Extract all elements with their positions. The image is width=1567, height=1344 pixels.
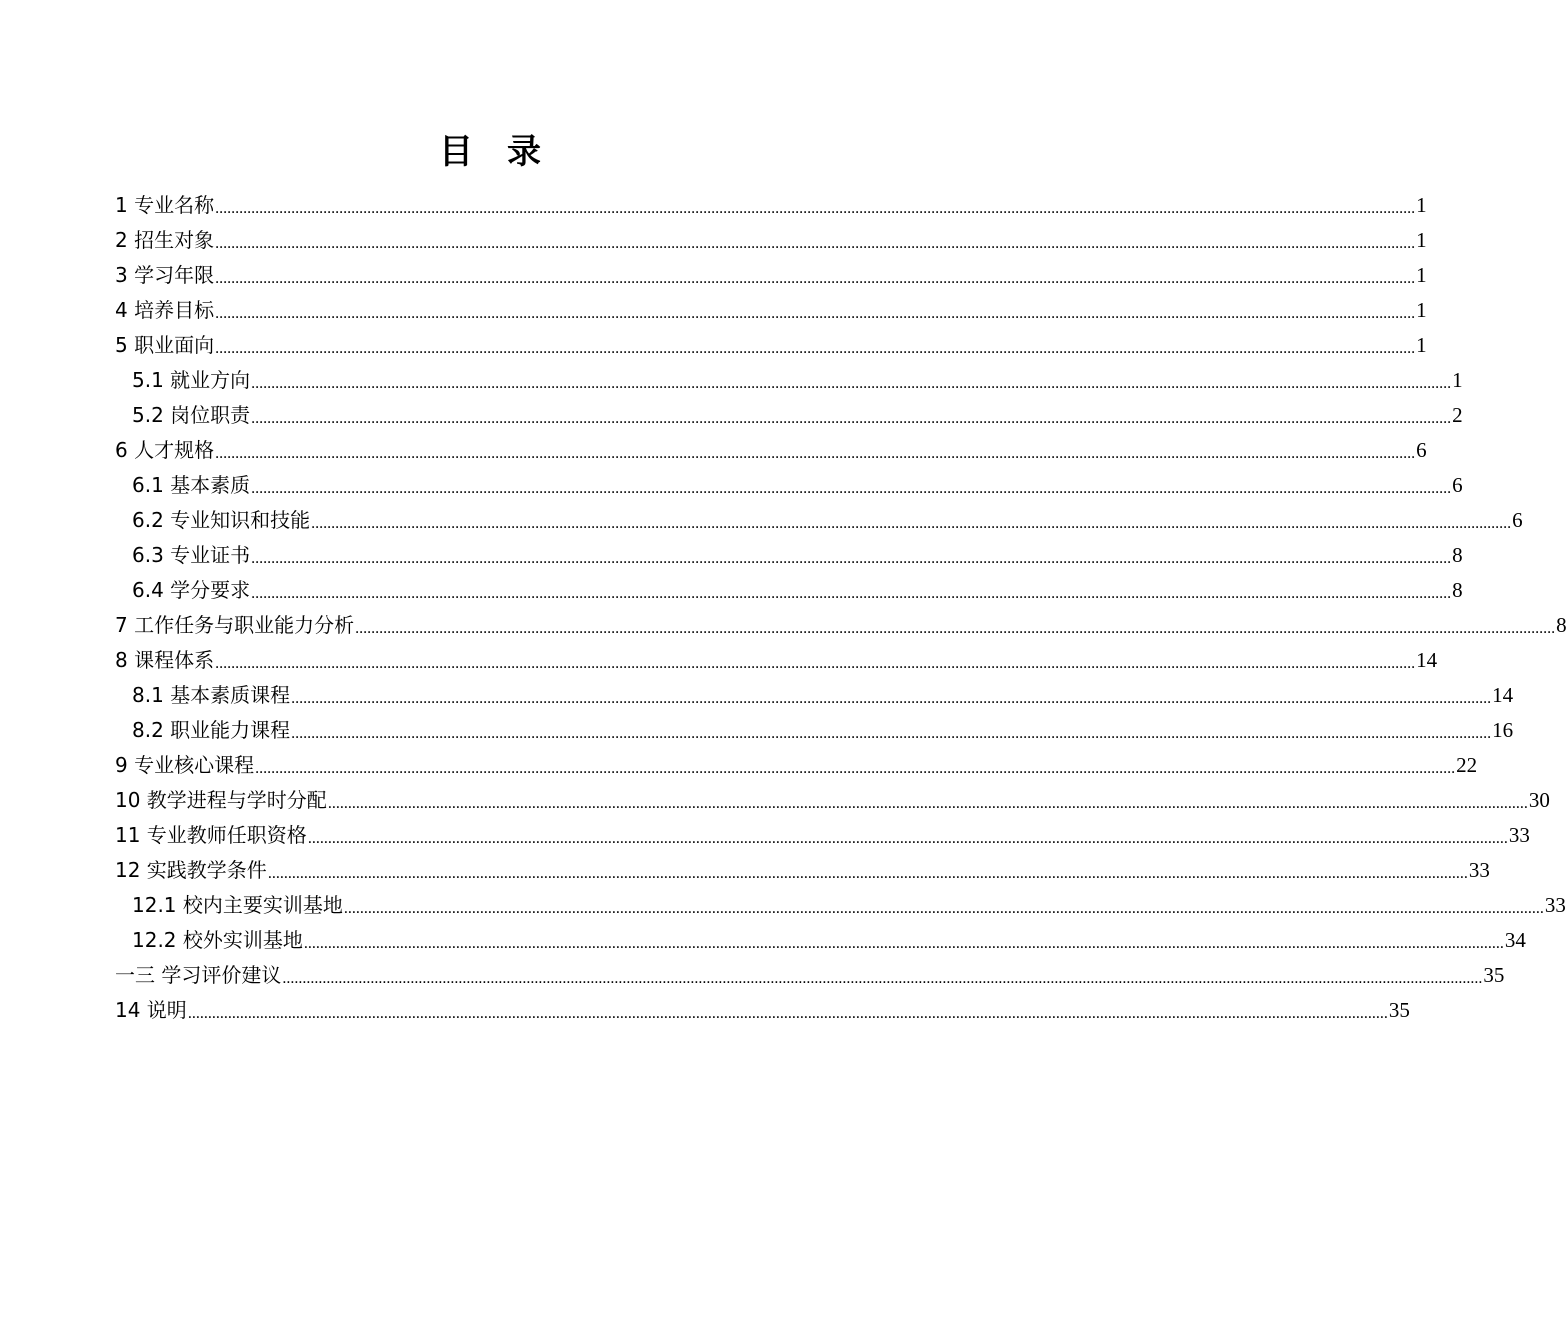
toc-entry-page-number: 33: [1508, 823, 1530, 847]
toc-entry-label: 5.2 岗位职责: [132, 403, 251, 427]
toc-entry-page-number: 8: [1556, 613, 1567, 637]
dot-leader: ............................................................................................................................................................................................................................................................................................................: [251, 375, 1452, 392]
toc-entry-label: 一三 学习评价建议: [115, 963, 282, 987]
dot-leader: ............................................................................................................................................................................................................................................................................................................: [251, 480, 1452, 497]
toc-entry[interactable]: [115, 433, 1427, 468]
toc-entry-label: 8.2 职业能力课程: [132, 718, 291, 742]
dot-leader: ............................................................................................................................................................................................................................................................................................................: [215, 200, 1416, 217]
dot-leader: ............................................................................................................................................................................................................................................................................................................: [215, 305, 1416, 322]
toc-entry[interactable]: [115, 468, 1463, 503]
dot-leader: ............................................................................................................................................................................................................................................................................................................: [303, 935, 1504, 952]
toc-entry[interactable]: [115, 678, 1514, 713]
toc-title: 目 录: [439, 132, 541, 172]
toc-entry[interactable]: [115, 363, 1463, 398]
toc-entry[interactable]: [115, 853, 1490, 888]
toc-entry-label: 4 培养目标: [115, 298, 215, 322]
toc-entry-page-number: 1: [1416, 298, 1427, 322]
toc-entry-label: 6 人才规格: [115, 438, 215, 462]
toc-entry-page-number: 1: [1416, 228, 1427, 252]
toc-entry-page-number: 14: [1492, 683, 1514, 707]
toc-entry-page-number: 1: [1452, 368, 1463, 392]
toc-entry[interactable]: [115, 818, 1530, 853]
toc-entry-label: 5 职业面向: [115, 333, 215, 357]
toc-entry-label: 6.4 学分要求: [132, 578, 251, 602]
toc-entry-page-number: 33: [1544, 893, 1566, 917]
toc-entry[interactable]: [115, 993, 1410, 1028]
toc-entry[interactable]: [115, 573, 1463, 608]
dot-leader: ............................................................................................................................................................................................................................................................................................................: [267, 865, 1468, 882]
dot-leader: ............................................................................................................................................................................................................................................................................................................: [291, 690, 1492, 707]
toc-entry-page-number: 35: [1388, 998, 1410, 1022]
toc-entry-label: 5.1 就业方向: [132, 368, 251, 392]
dot-leader: ............................................................................................................................................................................................................................................................................................................: [251, 550, 1452, 567]
toc-entry-label: 14 说明: [115, 998, 187, 1022]
toc-entry[interactable]: [115, 748, 1478, 783]
toc-entry[interactable]: [115, 643, 1438, 678]
toc-entry[interactable]: [115, 328, 1427, 363]
toc-entry-label: 12.1 校内主要实训基地: [132, 893, 343, 917]
dot-leader: ............................................................................................................................................................................................................................................................................................................: [255, 760, 1456, 777]
dot-leader: ............................................................................................................................................................................................................................................................................................................: [215, 445, 1416, 462]
toc-entry-page-number: 6: [1512, 508, 1523, 532]
toc-entry[interactable]: [115, 608, 1567, 643]
dot-leader: ............................................................................................................................................................................................................................................................................................................: [311, 515, 1512, 532]
dot-leader: ............................................................................................................................................................................................................................................................................................................: [251, 410, 1452, 427]
dot-leader: ............................................................................................................................................................................................................................................................................................................: [307, 830, 1508, 847]
toc-entry-page-number: 8: [1452, 543, 1463, 567]
toc-entry-label: 7 工作任务与职业能力分析: [115, 613, 355, 637]
toc-entry-label: 6.3 专业证书: [132, 543, 251, 567]
toc-entry-page-number: 22: [1456, 753, 1478, 777]
dot-leader: ............................................................................................................................................................................................................................................................................................................: [215, 340, 1416, 357]
toc-entry[interactable]: [115, 503, 1523, 538]
dot-leader: ............................................................................................................................................................................................................................................................................................................: [215, 270, 1416, 287]
toc-entry-label: 10 教学进程与学时分配: [115, 788, 327, 812]
toc-entry[interactable]: [115, 398, 1463, 433]
toc-entry-label: 9 专业核心课程: [115, 753, 255, 777]
toc-entry[interactable]: [115, 223, 1427, 258]
toc-entry[interactable]: [115, 783, 1550, 818]
toc-entry-page-number: 8: [1452, 578, 1463, 602]
toc-entry-label: 2 招生对象: [115, 228, 215, 252]
toc-entry-label: 12 实践教学条件: [115, 858, 267, 882]
toc-entry-label: 11 专业教师任职资格: [115, 823, 307, 847]
toc-entry-label: 12.2 校外实训基地: [132, 928, 303, 952]
toc-entry[interactable]: [115, 923, 1526, 958]
toc-entry-page-number: 6: [1416, 438, 1427, 462]
toc-entry-page-number: 1: [1416, 263, 1427, 287]
toc-entry-page-number: 6: [1452, 473, 1463, 497]
dot-leader: ............................................................................................................................................................................................................................................................................................................: [327, 795, 1528, 812]
dot-leader: ............................................................................................................................................................................................................................................................................................................: [187, 1005, 1388, 1022]
toc-entry-page-number: 1: [1416, 193, 1427, 217]
toc-entry-label: 6.2 专业知识和技能: [132, 508, 311, 532]
toc-entry-label: 8.1 基本素质课程: [132, 683, 291, 707]
dot-leader: ............................................................................................................................................................................................................................................................................................................: [215, 235, 1416, 252]
dot-leader: ............................................................................................................................................................................................................................................................................................................: [355, 620, 1556, 637]
dot-leader: ............................................................................................................................................................................................................................................................................................................: [343, 900, 1544, 917]
toc-entry-page-number: 35: [1483, 963, 1505, 987]
toc-entry[interactable]: [115, 188, 1427, 223]
toc-entry-label: 3 学习年限: [115, 263, 215, 287]
toc-entry[interactable]: [115, 538, 1463, 573]
dot-leader: ............................................................................................................................................................................................................................................................................................................: [282, 970, 1483, 987]
dot-leader: ............................................................................................................................................................................................................................................................................................................: [215, 655, 1416, 672]
toc-entry[interactable]: [115, 258, 1427, 293]
dot-leader: ............................................................................................................................................................................................................................................................................................................: [251, 585, 1452, 602]
toc-entry-page-number: 1: [1416, 333, 1427, 357]
toc-entry-page-number: 14: [1416, 648, 1438, 672]
table-of-contents: [115, 188, 1567, 1028]
dot-leader: ............................................................................................................................................................................................................................................................................................................: [291, 725, 1492, 742]
toc-entry-page-number: 33: [1468, 858, 1490, 882]
toc-entry-label: 6.1 基本素质: [132, 473, 251, 497]
toc-entry-page-number: 34: [1504, 928, 1526, 952]
toc-entry-label: 1 专业名称: [115, 193, 215, 217]
toc-entry[interactable]: [115, 713, 1514, 748]
toc-entry[interactable]: [115, 293, 1427, 328]
toc-entry-page-number: 30: [1528, 788, 1550, 812]
toc-entry-page-number: 16: [1492, 718, 1514, 742]
toc-entry[interactable]: [115, 958, 1505, 993]
toc-entry-page-number: 2: [1452, 403, 1463, 427]
toc-entry[interactable]: [115, 888, 1566, 923]
toc-entry-label: 8 课程体系: [115, 648, 215, 672]
